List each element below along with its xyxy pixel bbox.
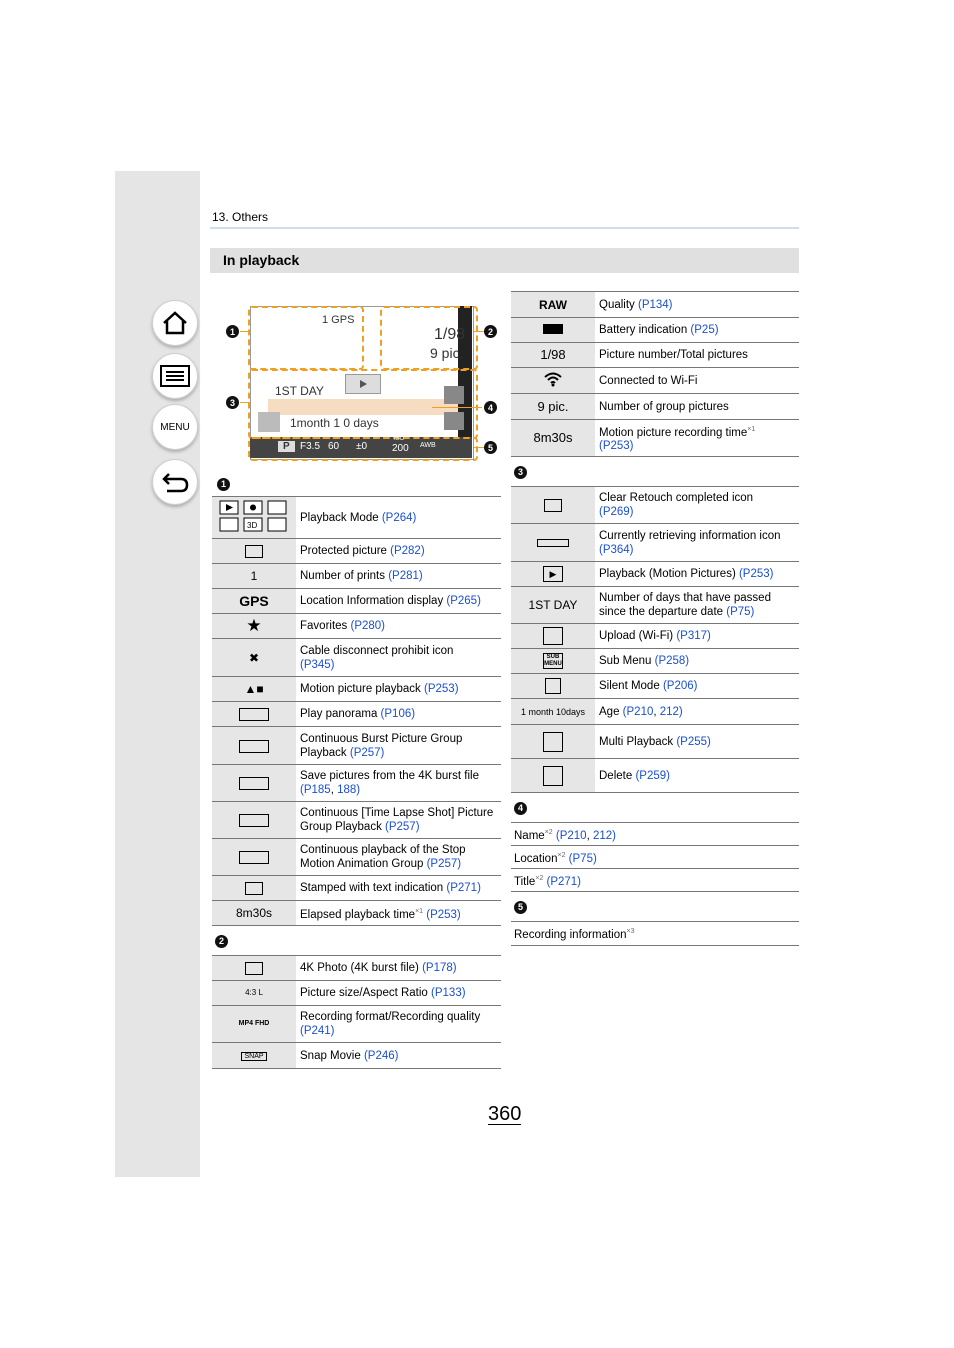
link-p206[interactable]: (P206): [662, 680, 698, 692]
table-row: Delete (P259): [511, 759, 799, 793]
table-row: Location$^{\times 2}$ (P75): [511, 846, 799, 869]
link-p269[interactable]: (P269): [599, 506, 634, 518]
quality-icon: [511, 292, 595, 318]
link-p253[interactable]: (P253): [738, 568, 774, 580]
section-header: [210, 248, 799, 273]
retouch-icon: [511, 487, 595, 524]
leader-line: [432, 407, 482, 408]
link-p282[interactable]: (P282): [390, 545, 425, 557]
table-row: Continuous [Time Lapse Shot] Picture Group Playback (P257): [212, 802, 501, 839]
link-p345[interactable]: (P345): [300, 658, 335, 671]
link-p271[interactable]: (P271): [546, 875, 582, 888]
table-row: Recording information$^{\times 3}$: [511, 922, 799, 946]
screen-play-button: [345, 374, 381, 394]
table-row: 1 month 10days Age (P210, 212): [511, 699, 799, 725]
table-row: 4:3 L Picture size/Aspect Ratio (P133): [212, 981, 501, 1006]
table-row: SUB MENU Sub Menu (P258): [511, 649, 799, 674]
table-row: Name$^{\times 2}$ (P210, 212): [511, 823, 799, 846]
table-row: Upload (Wi-Fi) (P317): [511, 624, 799, 649]
playback-mode-icons: [212, 497, 296, 539]
table-row: GPS Location Information display (P265): [212, 589, 501, 614]
screen-fvalue: F3.5: [300, 441, 321, 452]
leader-line: [240, 331, 250, 332]
screen-group-count: 9 pic.: [430, 345, 464, 361]
table-row: 8m30s Motion picture recording time$^{\times 1}$ (P253): [511, 420, 799, 457]
link-p188[interactable]: 188): [337, 784, 361, 796]
leader-line: [474, 331, 484, 332]
link-p265[interactable]: (P265): [446, 595, 481, 607]
screen-upload-icon: [258, 412, 280, 432]
link-p25[interactable]: (P25): [690, 324, 719, 336]
save-4k-icon: [212, 765, 296, 802]
table-row: ▲■ Motion picture playback (P253): [212, 677, 501, 702]
screen-exposure: ±0: [356, 441, 368, 452]
table-row: Multi Playback (P255): [511, 725, 799, 759]
table-row: Silent Mode (P206): [511, 674, 799, 699]
leader-line: [240, 402, 250, 403]
section-marker-5: 5: [514, 901, 527, 914]
link-p134[interactable]: (P134): [638, 298, 673, 311]
link-p212[interactable]: 212): [592, 829, 616, 842]
table-row: [511, 793, 799, 823]
multi-playback-icon: [511, 725, 595, 759]
link-p259[interactable]: (P259): [635, 769, 670, 782]
screen-day: 1ST DAY: [275, 384, 324, 398]
rec-format-icon: MP4 FHD: [212, 1006, 296, 1043]
table-row: Continuous playback of the Stop Motion Animation Group (P257): [212, 839, 501, 876]
back-button[interactable]: [152, 459, 198, 505]
link-p75[interactable]: (P75): [568, 852, 597, 865]
table-row: ▶ Playback (Motion Pictures) (P253): [511, 562, 799, 587]
link-p317[interactable]: (P317): [676, 630, 711, 642]
burst-group-icon: [212, 727, 296, 765]
section-marker-3: 3: [514, 466, 527, 479]
elapsed-time-icon: 8m30s: [212, 901, 296, 926]
print-count-icon: 1: [212, 564, 296, 589]
screen-iso: 200: [392, 443, 409, 454]
picture-number-icon: 1/98: [511, 343, 595, 368]
table-row: Clear Retouch completed icon (P269): [511, 487, 799, 524]
table-row: Title$^{\times 2}$ (P271): [511, 869, 799, 892]
cable-icon: ✖: [212, 639, 296, 677]
link-p257[interactable]: (P257): [349, 746, 385, 759]
screen-iso-label: ISO: [394, 436, 405, 442]
retrieving-icon: [511, 524, 595, 562]
link-p253[interactable]: (P253): [599, 440, 634, 453]
menu-label: MENU: [160, 421, 190, 433]
svg-text:3D: 3D: [247, 521, 258, 530]
motion-play-icon: ▲■: [212, 677, 296, 702]
table-row: 4K Photo (4K burst file) (P178): [212, 956, 501, 981]
callout-3: 3: [226, 396, 239, 409]
link-p246[interactable]: (P246): [363, 1049, 399, 1062]
home-icon: [161, 310, 189, 336]
table-row: SNAP Snap Movie (P246): [212, 1043, 501, 1069]
table-row: 3D Playback Mode (P264): [212, 497, 501, 539]
screen-shutter: 60: [328, 441, 340, 452]
link-p281[interactable]: (P281): [388, 570, 423, 582]
screen-multi-icon: [444, 386, 464, 404]
link-p271[interactable]: (P271): [446, 882, 481, 894]
panorama-icon: [212, 702, 296, 727]
link-p210[interactable]: (P210: [622, 705, 654, 718]
table-row: Protected picture (P282): [212, 539, 501, 564]
age-icon: 1 month 10days: [511, 699, 595, 725]
link-p185[interactable]: (P185: [300, 784, 331, 796]
table-section-2-5: [511, 291, 799, 946]
callout-1: 1: [226, 325, 239, 338]
menu-button[interactable]: [152, 404, 198, 450]
picture-size-icon: 4:3 L: [212, 981, 296, 1006]
upload-icon: [511, 624, 595, 649]
stamp-icon: [212, 876, 296, 901]
link-p257[interactable]: (P257): [426, 858, 462, 870]
table-row: Continuous Burst Picture Group Playback (P257): [212, 727, 501, 765]
leader-line: [474, 447, 484, 448]
battery-icon: [511, 318, 595, 343]
table-row: [511, 457, 799, 487]
link-p133[interactable]: (P133): [431, 987, 466, 999]
link-p178[interactable]: (P178): [422, 962, 457, 974]
link-p253[interactable]: (P253): [426, 908, 461, 921]
link-p364[interactable]: (P364): [599, 543, 634, 556]
divider: [210, 227, 799, 229]
table-row: [511, 892, 799, 922]
table-row: RAW Quality (P134): [511, 292, 799, 318]
table-row: ★ Favorites (P280): [212, 614, 501, 639]
table-row: 8m30s Elapsed playback time$^{\times 1}$ (P253): [212, 901, 501, 926]
days-passed-icon: 1ST DAY: [511, 587, 595, 624]
table-row: Connected to Wi-Fi: [511, 368, 799, 394]
back-arrow-icon: [161, 470, 189, 494]
link-p210[interactable]: (P210: [555, 829, 587, 842]
section-marker-4: 4: [514, 802, 527, 815]
silent-mode-icon: [511, 674, 595, 699]
callout-5: 5: [484, 441, 497, 454]
link-p75[interactable]: (P75): [726, 606, 755, 618]
rec-time-icon: 8m30s: [511, 420, 595, 457]
callout-4: 4: [484, 401, 497, 414]
photo-4k-icon: [212, 956, 296, 981]
table-section-1: [212, 496, 501, 1069]
home-button[interactable]: [152, 300, 198, 346]
star-icon: ★: [212, 614, 296, 639]
screen-wb: AWB: [420, 442, 436, 449]
section-title: In playback: [223, 252, 300, 268]
table-row: Play panorama (P106): [212, 702, 501, 727]
page-number: 360: [488, 1103, 522, 1125]
table-row: MP4 FHD Recording format/Recording quality (P241): [212, 1006, 501, 1043]
link-p258[interactable]: (P258): [654, 655, 690, 667]
table-row: 1 Number of prints (P281): [212, 564, 501, 589]
table-row: [212, 926, 501, 956]
link-p255[interactable]: (P255): [676, 735, 711, 748]
table-row: Stamped with text indication (P271): [212, 876, 501, 901]
chapter-title: 13. Others: [212, 210, 269, 224]
link-p212[interactable]: 212): [659, 705, 683, 718]
table-row: 9 pic. Number of group pictures: [511, 394, 799, 420]
link-p280[interactable]: (P280): [350, 620, 386, 632]
quality-icon-label: RAW: [539, 297, 567, 312]
section-marker-2: 2: [215, 935, 228, 948]
stopmotion-icon: [212, 839, 296, 876]
protect-icon: [212, 539, 296, 564]
table-row: Save pictures from the 4K burst file (P185, 188): [212, 765, 501, 802]
link-p106[interactable]: (P106): [380, 708, 416, 720]
contents-button[interactable]: [152, 353, 198, 399]
play-icon: [346, 375, 380, 393]
section-marker-1: 1: [217, 474, 230, 492]
screen-gps: 1 GPS: [322, 314, 355, 326]
wifi-icon: [511, 368, 595, 394]
link-p264[interactable]: (P264): [381, 511, 417, 524]
group-count-icon: 9 pic.: [511, 394, 595, 420]
link-p241[interactable]: (P241): [300, 1025, 335, 1037]
table-row: 1ST DAY Number of days that have passed since the departure date (P75): [511, 587, 799, 624]
table-row: ✖ Cable disconnect prohibit icon (P345): [212, 639, 501, 677]
link-p257[interactable]: (P257): [385, 821, 420, 833]
table-row: Battery indication (P25): [511, 318, 799, 343]
play-motion-icon: ▶: [511, 562, 595, 587]
link-p253[interactable]: (P253): [424, 683, 459, 695]
screen-delete-icon: [444, 412, 464, 430]
screen-mode: P: [278, 441, 295, 452]
snap-icon: SNAP: [212, 1043, 296, 1069]
gps-icon: GPS: [212, 589, 296, 614]
screen-age: 1month 1 0 days: [290, 416, 379, 430]
table-row: Currently retrieving information icon (P364): [511, 524, 799, 562]
delete-icon: [511, 759, 595, 793]
list-icon: [160, 365, 190, 387]
submenu-icon: SUB MENU: [511, 649, 595, 674]
table-row: 1/98 Picture number/Total pictures: [511, 343, 799, 368]
timelapse-icon: [212, 802, 296, 839]
screen-picture-number: 1/98: [434, 326, 466, 343]
callout-2: 2: [484, 325, 497, 338]
